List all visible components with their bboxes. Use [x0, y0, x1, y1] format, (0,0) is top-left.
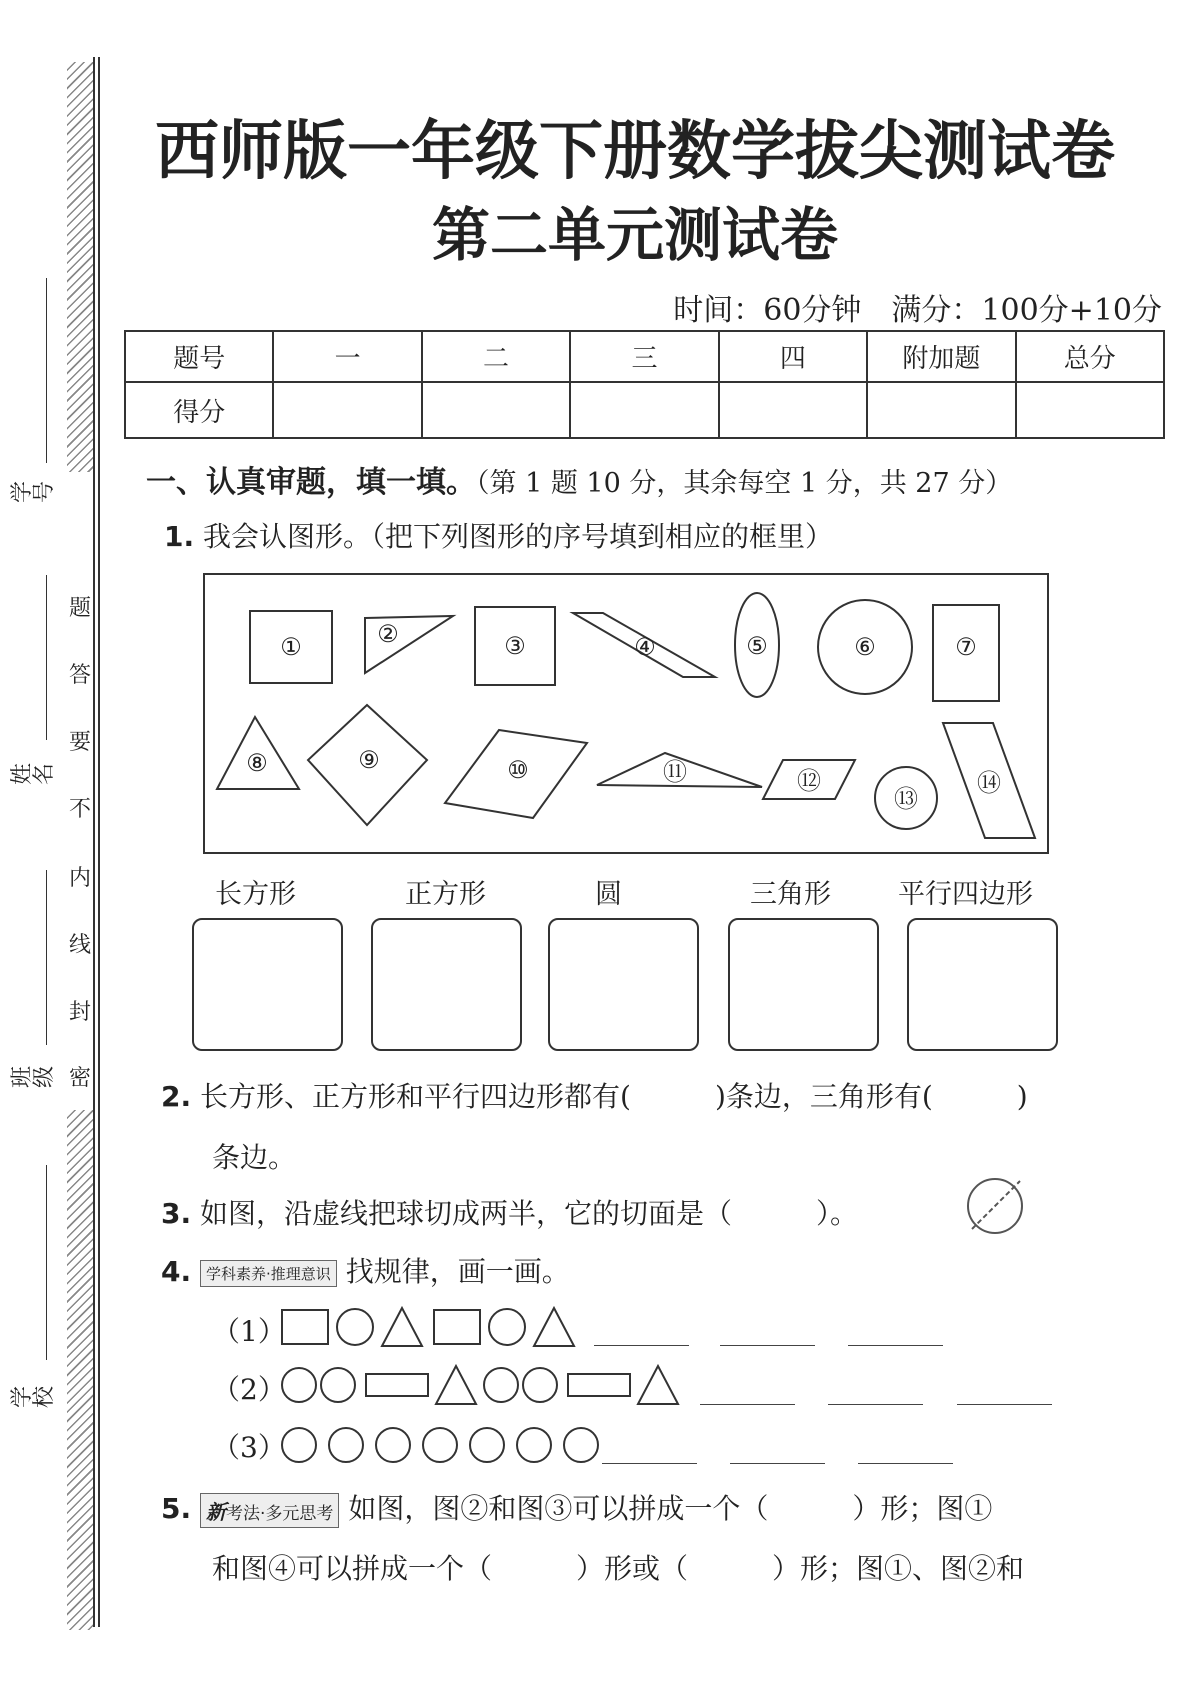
shape-label: ⑪ [663, 758, 687, 786]
pattern-circle [484, 1368, 518, 1402]
score-table [124, 330, 1165, 439]
answer-box-parallelogram[interactable] [907, 918, 1058, 1051]
pattern-answer-line[interactable] [602, 1463, 697, 1464]
side-label-name: 姓名 [10, 763, 57, 786]
seal-char: 内 [68, 866, 91, 891]
pattern-circle [329, 1428, 363, 1462]
pattern-row-label: （1） [212, 1315, 286, 1348]
score-cell[interactable] [719, 382, 867, 438]
table-header-cell: 二 [422, 331, 570, 382]
skill-badge: 学科素养·推理意识 [200, 1260, 337, 1287]
pattern-circle [523, 1368, 557, 1402]
table-header-cell: 三 [570, 331, 718, 382]
category-label-rectangle: 长方形 [215, 879, 296, 910]
pattern-triangle [382, 1308, 422, 1346]
shape-label: ⑨ [358, 746, 380, 774]
score-cell[interactable] [273, 382, 421, 438]
pattern-answer-line[interactable] [594, 1345, 689, 1346]
class-blank[interactable] [46, 870, 47, 1045]
seal-char: 密 [68, 1066, 91, 1091]
shape-label: ⑦ [955, 633, 977, 661]
page-title: 西师版一年级下册数学拔尖测试卷 [155, 115, 1115, 189]
page-subtitle: 第二单元测试卷 [431, 201, 838, 269]
question-number: 3. [161, 1197, 192, 1230]
score-cell[interactable] [1016, 382, 1164, 438]
seal-char: 不 [68, 797, 91, 822]
category-label-parallelogram: 平行四边形 [898, 879, 1033, 910]
question-text: 如图，图②和图③可以拼成一个（ ）形；图① [348, 1492, 993, 1525]
answer-box-triangle[interactable] [728, 918, 879, 1051]
new-badge-char: 新 [206, 1500, 227, 1524]
pattern-circle [282, 1368, 316, 1402]
pattern-triangle [638, 1366, 678, 1404]
new-method-badge [200, 1493, 339, 1528]
pattern-answer-line[interactable] [730, 1463, 825, 1464]
pattern-answer-line[interactable] [720, 1345, 815, 1346]
badge-text: 考法·多元思考 [226, 1504, 334, 1524]
category-label-triangle: 三角形 [750, 879, 831, 910]
pattern-rectangle [568, 1374, 630, 1396]
question-text: 如图，沿虚线把球切成两半，它的切面是（ ）。 [200, 1197, 859, 1230]
pattern-circle [376, 1428, 410, 1462]
pattern-answer-line[interactable] [858, 1463, 953, 1464]
table-header-cell: 四 [719, 331, 867, 382]
pattern-answer-line[interactable] [700, 1404, 795, 1405]
pattern-triangle [534, 1308, 574, 1346]
side-label-class: 班级 [10, 1066, 57, 1089]
answer-box-circle[interactable] [548, 918, 699, 1051]
question-2 [161, 1075, 1028, 1115]
table-header-cell: 总分 [1016, 331, 1164, 382]
pattern-rectangle [282, 1310, 328, 1344]
pattern-circle [470, 1428, 504, 1462]
pattern-rectangle [434, 1310, 480, 1344]
seal-char: 线 [68, 933, 91, 958]
table-row-label: 得分 [125, 382, 273, 438]
question-text: 长方形、正方形和平行四边形都有( )条边，三角形有( ) [200, 1080, 1028, 1113]
pattern-answer-line[interactable] [828, 1404, 923, 1405]
pattern-circle [321, 1368, 355, 1402]
question-text: 找规律，画一画。 [345, 1255, 570, 1288]
pattern-circle [564, 1428, 598, 1462]
section-heading: 一、认真审题，填一填。 [146, 465, 476, 500]
shapes-drawing [205, 575, 1047, 852]
side-label-student-id: 学号 [10, 481, 57, 504]
side-label-school: 学校 [10, 1386, 57, 1409]
question-2-continued: 条边。 [212, 1141, 297, 1174]
question-number: 4. [161, 1255, 192, 1288]
section-title [146, 457, 1012, 501]
pattern-row-label: （2） [212, 1373, 286, 1406]
shape-label: ⑥ [854, 633, 876, 661]
shape-label: ③ [504, 632, 526, 660]
category-label-square: 正方形 [405, 879, 486, 910]
question-number: 5. [161, 1492, 192, 1525]
category-label-circle: 圆 [595, 879, 622, 910]
pattern-circle [517, 1428, 551, 1462]
question-3 [161, 1192, 858, 1232]
student-id-blank[interactable] [46, 278, 47, 463]
question-4 [161, 1250, 570, 1290]
shape-label: ⑬ [894, 785, 918, 813]
question-number: 1. [164, 520, 195, 553]
shape-label: ⑩ [507, 756, 529, 784]
pattern-circle [489, 1309, 525, 1345]
shapes-panel [203, 573, 1049, 854]
margin-line-1 [93, 57, 95, 1627]
shape-label: ⑧ [246, 749, 268, 777]
school-blank[interactable] [46, 1165, 47, 1360]
question-number: 2. [161, 1080, 192, 1113]
score-cell[interactable] [422, 382, 570, 438]
shape-label: ④ [634, 633, 656, 661]
table-header-cell: 一 [273, 331, 421, 382]
ball-cut-figure [962, 1175, 1028, 1237]
pattern-row-label: （3） [212, 1431, 286, 1464]
shape-label: ⑭ [977, 769, 1001, 797]
section-note: （第 1 题 10 分，其余每空 1 分，共 27 分） [476, 468, 1013, 499]
question-1 [164, 515, 833, 555]
pattern-circle [337, 1309, 373, 1345]
table-header-cell: 题号 [125, 331, 273, 382]
score-cell[interactable] [867, 382, 1015, 438]
shape-label: ② [377, 620, 399, 648]
exam-meta: 时间：60分钟 满分：100分+10分 [673, 293, 1162, 328]
name-blank[interactable] [46, 575, 47, 740]
shape-label: ⑤ [746, 632, 768, 660]
answer-box-rectangle[interactable] [192, 918, 343, 1051]
pattern-figures [270, 1300, 1090, 1480]
pattern-triangle [436, 1366, 476, 1404]
score-cell[interactable] [570, 382, 718, 438]
seal-char: 答 [68, 663, 91, 688]
margin-line-2 [98, 57, 100, 1627]
seal-char: 题 [68, 596, 91, 621]
pattern-rectangle [366, 1374, 428, 1396]
pattern-answer-line[interactable] [957, 1404, 1052, 1405]
seal-char: 要 [68, 730, 91, 755]
seal-char: 封 [68, 1000, 91, 1025]
pattern-circle [282, 1428, 316, 1462]
margin-hatch-bottom [67, 1110, 93, 1630]
question-5-continued: 和图④可以拼成一个（ ）形或（ ）形；图①、图②和 [212, 1552, 1025, 1585]
question-5 [161, 1487, 992, 1528]
table-header-cell: 附加题 [867, 331, 1015, 382]
question-text: 我会认图形。（把下列图形的序号填到相应的框里） [203, 520, 834, 553]
answer-box-square[interactable] [371, 918, 522, 1051]
shape-label: ① [280, 633, 302, 661]
pattern-circle [423, 1428, 457, 1462]
pattern-answer-line[interactable] [848, 1345, 943, 1346]
shape-label: ⑫ [797, 767, 821, 795]
